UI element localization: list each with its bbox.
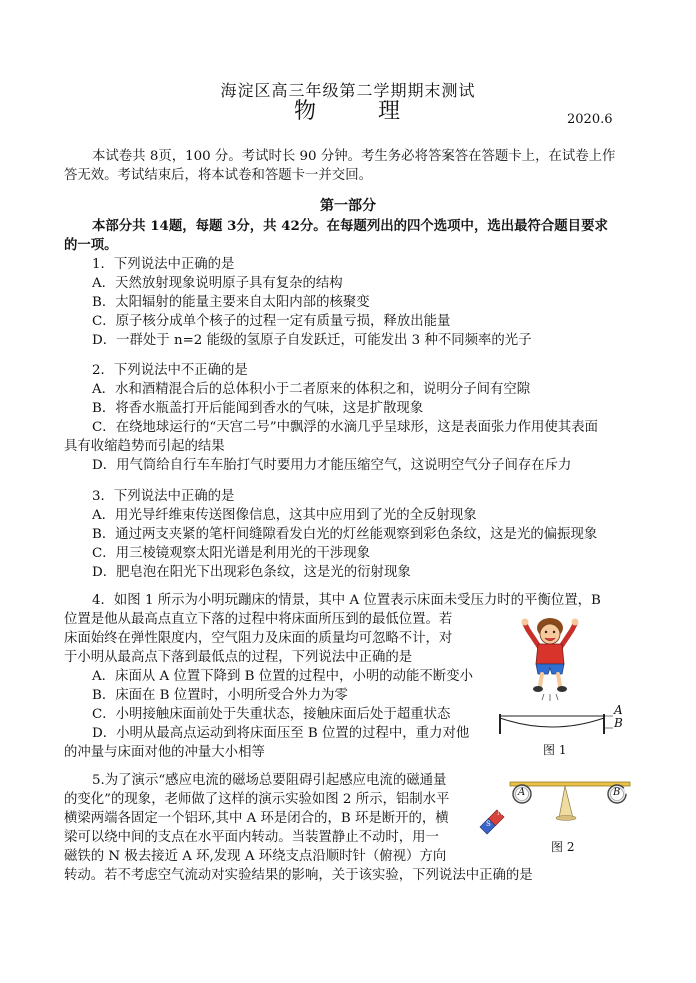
question-stem: 梁可以绕中间的支点在水平面内转动。当装置静止不动时，用一: [64, 830, 439, 845]
part-title: 第一部分: [320, 198, 376, 214]
option: D．用气筒给自行车车胎打气时要用力才能压缩空气，这说明空气分子间存在斥力: [92, 458, 572, 473]
option: A．床面从 A 位置下降到 B 位置的过程中，小明的动能不断变小: [92, 669, 473, 684]
option: C．用三棱镜观察太阳光谱是利用光的干涉现象: [92, 546, 371, 561]
part-description: 本部分共 14题，每题 3分，共 42分。在每题列出的四个选项中，选出最符合题目要求: [92, 218, 608, 234]
figure-2-caption: 图 2: [551, 840, 575, 854]
ring-b-label: B: [613, 787, 621, 798]
boy-illustration: [522, 618, 579, 701]
question-stem: 转动。若不考虑空气流动对实验结果的影响，关于该实验，下列说法中正确的是: [64, 868, 533, 883]
option: C．在绕地球运行的“天宫二号”中飘浮的水滴几乎呈球形，这是表面张力作用使其表面: [92, 420, 598, 435]
question-stem: 位置是他从最高点直立下落的过程中将床面所压到的最低位置。若: [64, 612, 453, 627]
ring-a-label: A: [518, 787, 526, 798]
option: 的冲量与床面对他的冲量大小相等: [64, 745, 265, 760]
intro-line: 本试卷共 8页，100 分。考试时长 90 分钟。考生务必将答案答在答题卡上，在试卷上作: [92, 149, 616, 164]
question-stem: 3．下列说法中正确的是: [92, 489, 235, 504]
subject-char-1: 物: [293, 99, 318, 124]
figure-1-caption: 图 1: [543, 743, 567, 757]
option: A．水和酒精混合后的总体积小于二者原来的体积之和，说明分子间有空隙: [92, 382, 531, 397]
question-stem: 2．下列说法中不正确的是: [92, 363, 248, 378]
position-b-label: B: [614, 716, 623, 730]
option: D．肥皂泡在阳光下出现彩色条纹，这是光的衍射现象: [92, 565, 411, 580]
question-stem: 于小明从最高点下落到最低点的过程，下列说法中正确的是: [64, 650, 413, 665]
question-stem: 的变化”的现象，老师做了这样的演示实验如图 2 所示，铝制水平: [64, 792, 450, 807]
part-description: 的一项。: [64, 237, 118, 253]
subject-char-2: 理: [378, 99, 403, 124]
option: D．一群处于 n=2 能级的氢原子自发跃迁，可能发出 3 种不同频率的光子: [92, 333, 532, 348]
trampoline-figure: [492, 610, 632, 760]
option: B．太阳辐射的能量主要来自太阳内部的核聚变: [92, 295, 370, 310]
intro-line: 答无效。考试结束后，将本试卷和答题卡一并交回。: [64, 168, 372, 183]
trampoline-diagram: [500, 714, 613, 734]
option: B．床面在 B 位置时，小明所受合外力为零: [92, 688, 348, 703]
option: C．小明接触床面前处于失重状态，接触床面后处于超重状态: [92, 707, 451, 722]
question-stem: 横梁两端各固定一个铝环,其中 A 环是闭合的，B 环是断开的，横: [64, 811, 449, 826]
option: D．小明从最高点运动到将床面压至 B 位置的过程中，重力对他: [92, 726, 470, 741]
ring-beam-figure: [478, 770, 638, 840]
question-stem: 床面始终在弹性限度内，空气阻力及床面的质量均可忽略不计，对: [64, 631, 453, 646]
option: C．原子核分成单个核子的过程一定有质量亏损，释放出能量: [92, 314, 451, 329]
position-a-label: A: [614, 703, 623, 717]
option: 具有收缩趋势而引起的结果: [64, 439, 225, 454]
option: A．用光导纤维束传送图像信息，这其中应用到了光的全反射现象: [92, 508, 477, 523]
question-stem: 4．如图 1 所示为小明玩蹦床的情景，其中 A 位置表示床面未受压力时的平衡位置，B: [92, 593, 601, 608]
question-stem: 5.为了演示“感应电流的磁场总要阻碍引起感应电流的磁通量: [92, 773, 447, 788]
option: B．通过两支夹紧的笔杆间缝隙看发白光的灯丝能观察到彩色条纹，这是光的偏振现象: [92, 527, 598, 542]
magnet-n-label: N: [497, 809, 504, 817]
exam-date: 2020.6: [567, 112, 613, 127]
question-stem: 磁铁的 N 极去接近 A 环,发现 A 环绕支点沿顺时针（俯视）方向: [64, 849, 447, 864]
magnet-s-label: S: [486, 820, 491, 828]
option: B．将香水瓶盖打开后能闻到香水的气味，这是扩散现象: [92, 401, 424, 416]
exam-title: 海淀区高三年级第二学期期末测试: [220, 81, 476, 100]
question-stem: 1．下列说法中正确的是: [92, 257, 235, 272]
option: A．天然放射现象说明原子具有复杂的结构: [92, 276, 343, 291]
